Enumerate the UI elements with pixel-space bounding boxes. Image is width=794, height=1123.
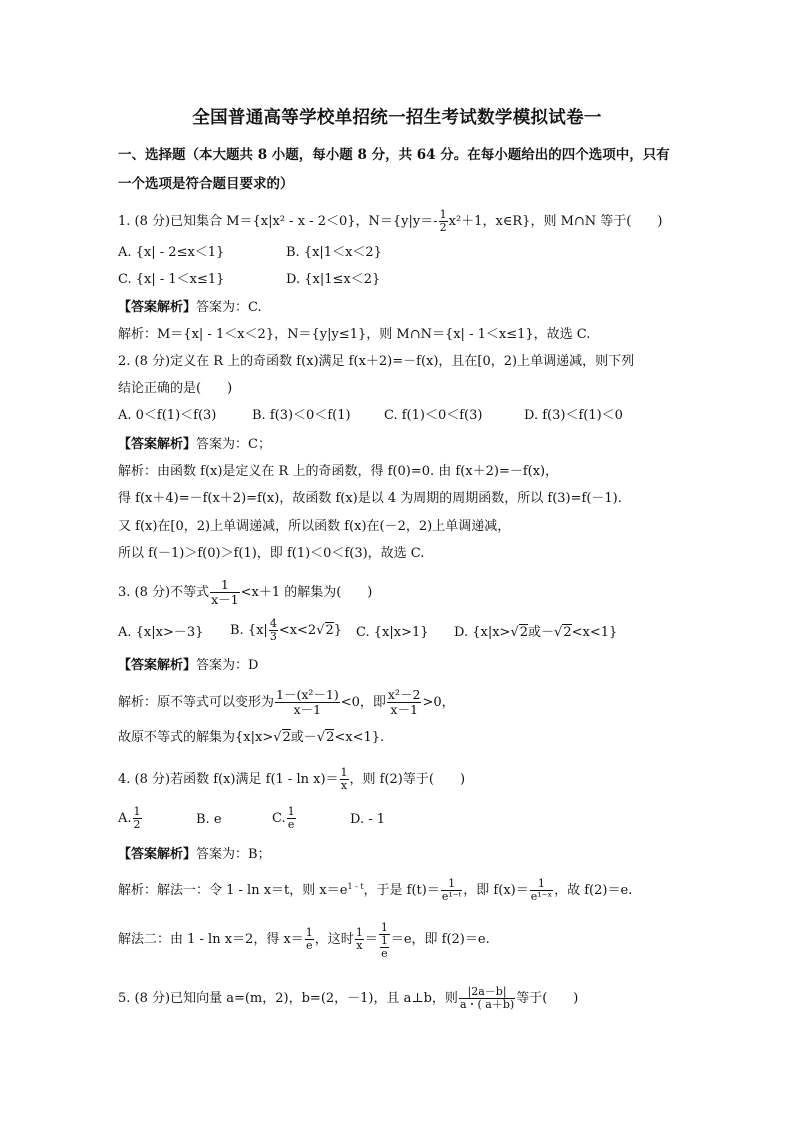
- q3-optd-root2: 2: [563, 625, 572, 640]
- answer-label: 【答案解析】: [118, 437, 197, 452]
- q3-option-a: A. {x|x>－3}: [118, 625, 204, 640]
- q5-frac-num: |2a－b|: [459, 986, 515, 999]
- q2-analysis-3: 又 f(x)在[0，2)上单调递减，所以函数 f(x)在(－2，2)上单调递减，: [118, 519, 511, 534]
- q1-fraction: [439, 209, 448, 234]
- q4-m1-text-b: ，于是 f(t)＝: [363, 883, 440, 898]
- q3-a1-text-b: <0，即: [340, 695, 386, 710]
- q4-m1-num2: 1: [530, 878, 553, 891]
- q1-option-a: A. {x| - 2≤x＜1}: [118, 245, 225, 260]
- q3-a1-fraction-2: [387, 688, 422, 717]
- q2-option-d: D. f(3)＜f(1)＜0: [524, 408, 623, 423]
- q1-answer: [118, 299, 262, 317]
- q4-optc-a: C.: [272, 811, 286, 826]
- q3-a1-num2: x²－2: [387, 687, 421, 702]
- q4-m1-num1: 1: [441, 878, 462, 891]
- q3-option-b: B. {x| $\frac{4}{3}$ <x<2√2}: [230, 617, 343, 643]
- q4-m2-nested-den: e: [381, 947, 388, 960]
- section-heading: 一、选择题（本大题共 8 小题，每小题 8 分，共 64 分。在每小题给出的四个选项中，只有: [118, 147, 670, 163]
- q3-optb-b: <x<2: [278, 623, 317, 638]
- q3-a1-text-a: 解析：原不等式可以变形为: [118, 695, 275, 710]
- q1-option-b: B. {x|1＜x＜2}: [286, 245, 382, 260]
- q3-answer: [118, 657, 258, 675]
- q4-frac-den: x: [340, 779, 348, 792]
- q1-option-d: D. {x|1≤x＜2}: [286, 272, 381, 287]
- q3-optb-den: 3: [269, 630, 277, 643]
- q4-m2-fraction-3: [379, 922, 390, 960]
- q3-text-b: <x＋1 的解集为( ): [240, 585, 373, 600]
- q4-option-c: [272, 806, 297, 831]
- q4-m1-den1: e¹⁻ᵗ: [441, 890, 462, 903]
- q3-option-d: D. {x|x>√2或－√2<x<1}: [454, 625, 618, 640]
- q4-option-d: D. - 1: [350, 812, 386, 827]
- q3-frac-den: x－1: [211, 592, 239, 607]
- q5-fraction: [459, 986, 515, 1011]
- q1-frac-den: 2: [439, 221, 447, 234]
- q4-frac-num: 1: [340, 766, 348, 779]
- q2-answer: [118, 436, 271, 454]
- q4-method-2: [118, 922, 490, 960]
- q1-analysis: 解析：M＝{x| - 1＜x＜2}，N＝{y|y≤1}，则 M∩N＝{x| - 1＜x≤1}，故选 C.: [118, 327, 591, 342]
- q4-m1-den2: e¹⁻ˣ: [530, 890, 553, 903]
- q3-optd-c: <x<1}: [571, 625, 618, 640]
- q4-opta-a: A.: [118, 811, 132, 826]
- q4-text-a: 4. (8 分)若函数 f(x)满足 f(1 - ln x)＝: [118, 772, 339, 787]
- section-heading-cont: 一个选项是符合题目要求的）: [118, 176, 294, 192]
- q2-answer-text: 答案为：C；: [196, 437, 271, 452]
- q3-answer-text: 答案为：D: [196, 658, 259, 673]
- q4-optc-num: 1: [287, 805, 295, 818]
- q4-fraction: [340, 767, 349, 792]
- q4-option-b: B. e: [196, 812, 222, 827]
- q3-fraction: [210, 578, 240, 607]
- q4-m2-text-a: 解法二：由 1 - ln x＝2，得 x＝: [118, 932, 304, 947]
- q2-analysis-1: 解析：由函数 f(x)是定义在 R 上的奇函数，得 f(0)=0. 由 f(x＋2)=－f(x)，: [118, 464, 559, 479]
- q2-option-a: A. 0＜f(1)＜f(3): [118, 408, 217, 423]
- q4-m1-text-d: ，故 f(2)＝e.: [554, 883, 633, 898]
- question-2-stem: 2. (8 分)定义在 R 上的奇函数 f(x)满足 f(x＋2)=－f(x)，且在[0，2)上单调递减，则下列: [118, 354, 635, 369]
- q4-m2-den2: x: [356, 939, 363, 952]
- q3-a1-text-c: >0，: [422, 695, 455, 710]
- q4-opta-fraction: [133, 806, 142, 831]
- q3-a2-text-b: 或－: [290, 730, 317, 745]
- q4-option-a: [118, 806, 143, 831]
- question-4-stem: [118, 767, 465, 792]
- q3-a2-text-c: <x<1}.: [334, 730, 385, 745]
- q3-analysis-1: [118, 688, 455, 717]
- q4-text-b: ，则 f(2)等于( ): [349, 772, 466, 787]
- q4-opta-den: 2: [133, 818, 141, 831]
- q3-a1-fraction-1: [275, 688, 340, 717]
- q4-m1-fraction-1: [441, 878, 462, 903]
- q4-opta-num: 1: [133, 805, 141, 818]
- q3-optd-root1: 2: [519, 625, 529, 640]
- q1-option-c: C. {x| - 1＜x≤1}: [118, 272, 225, 287]
- q3-optd-b: 或－: [528, 625, 555, 640]
- q2-option-b: B. f(3)＜0＜f(1): [252, 408, 351, 423]
- q1-frac-num: 1: [439, 208, 447, 221]
- q3-a2-root2: 2: [326, 730, 335, 745]
- q3-a1-den1: x－1: [293, 702, 322, 717]
- question-1-stem: [118, 209, 662, 234]
- q3-a2-root1: 2: [282, 730, 291, 745]
- q5-text-a: 5. (8 分)已知向量 a=(m，2)，b=(2，－1)，且 a⊥b，则: [118, 991, 458, 1006]
- q4-m1-text-c: ，即 f(x)＝: [463, 883, 529, 898]
- q3-analysis-2: 故原不等式的解集为{x|x>√2或－√2<x<1}.: [118, 730, 385, 745]
- q4-m2-den1: e: [306, 939, 313, 952]
- q4-m1-text-a: 解析：解法一：令 1 - ln x＝t，则 x＝e: [118, 883, 348, 898]
- q3-a1-num1: 1－(x²－1): [276, 687, 339, 702]
- q5-frac-den: a・( a＋b): [459, 998, 515, 1011]
- q4-m1-exponent: 1 - t: [347, 882, 364, 891]
- q3-option-c: C. {x|x>1}: [356, 625, 429, 640]
- q4-method-1: [118, 878, 632, 903]
- q1-answer-text: 答案为：C.: [196, 300, 262, 315]
- q4-m2-fraction-2: [355, 927, 364, 952]
- q4-m2-num2: 1: [355, 926, 363, 939]
- q4-m2-text-c: ＝: [364, 932, 378, 947]
- q4-answer-text: 答案为：B；: [196, 847, 271, 862]
- q4-m1-fraction-2: [530, 878, 553, 903]
- q4-m2-num3: 1: [380, 921, 388, 934]
- answer-label: 【答案解析】: [118, 658, 197, 673]
- q3-optb-num: 4: [269, 617, 277, 630]
- q3-optb-root: 2: [325, 623, 334, 638]
- question-3-stem: [118, 578, 372, 607]
- page-title: 全国普通高等学校单招统一招生考试数学模拟试卷一: [192, 108, 602, 128]
- q4-optc-fraction: [287, 806, 296, 831]
- q4-m2-num1: 1: [305, 926, 313, 939]
- question-2-stem-cont: 结论正确的是( ): [118, 381, 233, 396]
- q4-m2-text-d: ＝e，即 f(2)＝e.: [390, 932, 490, 947]
- q4-m2-nested-fraction: [379, 935, 390, 960]
- q1-text-a: 1. (8 分)已知集合 M＝{x|x² - x - 2＜0}，N＝{y|y＝-: [118, 214, 438, 229]
- q2-analysis-2: 得 f(x＋4)=－f(x＋2)=f(x)，故函数 f(x)是以 4 为周期的周期函数，所以 f(3)=f(－1).: [118, 491, 622, 506]
- q4-m2-fraction-1: [305, 927, 314, 952]
- q3-optd-a: D. {x|x>: [454, 625, 511, 640]
- q2-option-c: C. f(1)＜0＜f(3): [384, 408, 483, 423]
- q3-text-a: 3. (8 分)不等式: [118, 585, 210, 600]
- q4-optc-den: e: [287, 818, 295, 831]
- answer-label: 【答案解析】: [118, 847, 197, 862]
- q3-optb-a: B. {x|: [230, 623, 268, 638]
- q3-frac-num: 1: [210, 578, 240, 593]
- q3-a1-den2: x－1: [390, 702, 418, 717]
- q1-text-b: x²＋1，x∈R}，则 M∩N 等于( ): [448, 214, 663, 229]
- q3-optb-fraction: [269, 618, 278, 643]
- question-5-stem: [118, 986, 578, 1011]
- q4-m2-nested-num: 1: [380, 934, 388, 947]
- q4-m2-text-b: ，这时: [314, 932, 354, 947]
- q4-answer: [118, 846, 271, 864]
- q3-optb-c: }: [333, 623, 343, 638]
- answer-label: 【答案解析】: [118, 300, 197, 315]
- q3-a2-text-a: 故原不等式的解集为{x|x>: [118, 730, 274, 745]
- q5-text-b: 等于( ): [516, 991, 579, 1006]
- q2-analysis-4: 所以 f(－1)＞f(0)＞f(1)，即 f(1)＜0＜f(3)，故选 C.: [118, 546, 425, 561]
